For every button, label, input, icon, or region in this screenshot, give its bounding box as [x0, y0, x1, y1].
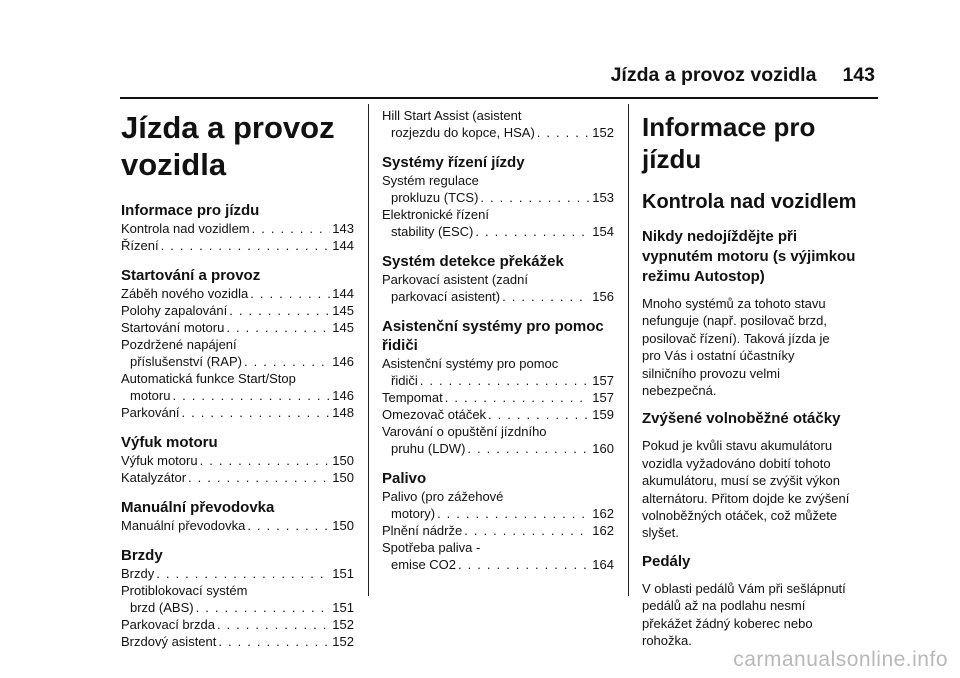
toc-entry	[121, 353, 354, 370]
paragraph-warning	[642, 295, 878, 399]
toc-page-number: 150	[332, 518, 354, 533]
paragraph-line: posilovač řízení). Taková jízda je	[642, 330, 830, 346]
toc-entry-line: Protiblokovací systém	[121, 583, 248, 598]
toc-entry-label: Katalyzátor	[121, 470, 187, 485]
paragraph-line: vozidla vyžadováno dobití tohoto	[642, 455, 831, 471]
toc-dot-leader	[537, 124, 591, 141]
toc-page-number: 151	[332, 566, 354, 581]
toc-dot-leader	[464, 522, 590, 539]
toc-dot-leader	[229, 302, 330, 319]
toc-section-heading: Manuální převodovka	[121, 499, 275, 516]
toc-dot-leader	[200, 452, 331, 469]
warning-heading-line: vypnutém motoru (s výjimkou	[642, 248, 856, 265]
toc-entry-line: Palivo (pro zážehové	[382, 489, 504, 504]
toc-entry-label: Brzdy	[121, 566, 155, 581]
toc-entry-label: Startování motoru	[121, 320, 225, 335]
section-heading: Informace pro jízdu	[642, 112, 816, 174]
paragraph-line: pedálů až na podlahu nesmí	[642, 598, 806, 614]
toc-section-heading: Informace pro jízdu	[121, 202, 260, 219]
toc-entry	[382, 406, 614, 423]
toc-page-number: 159	[592, 407, 614, 422]
toc-page-number: 164	[592, 557, 614, 572]
toc-section-heading-line: řidiči	[382, 337, 418, 354]
toc-entry-line: Hill Start Assist (asistent	[382, 108, 522, 123]
toc-dot-leader	[172, 387, 330, 404]
toc-dot-leader	[252, 220, 331, 237]
toc-entry-line: Parkovací asistent (zadní	[382, 272, 528, 287]
toc-dot-leader	[250, 285, 330, 302]
toc-entry-label: Řízení	[121, 238, 159, 253]
toc-column-2	[382, 107, 614, 573]
paragraph-line: alternátoru. Přitom dojde ke zvýšení	[642, 490, 850, 506]
toc-entry	[382, 389, 614, 406]
page-number: 143	[842, 64, 875, 86]
toc-entry-label: Tempomat	[382, 390, 443, 405]
toc-entry-line: Automatická funkce Start/Stop	[121, 371, 296, 386]
toc-entry	[382, 288, 614, 305]
toc-dot-leader	[196, 599, 331, 616]
toc-entry-label: příslušenství (RAP)	[130, 354, 242, 369]
toc-entry	[121, 302, 354, 319]
toc-entry-label: Záběh nového vozidla	[121, 286, 249, 301]
toc-section-heading-line: Asistenční systémy pro pomoc	[382, 318, 604, 335]
toc-entry-label: Kontrola nad vozidlem	[121, 221, 250, 236]
toc-page-number: 160	[592, 441, 614, 456]
toc-dot-leader	[420, 372, 591, 389]
toc-page-number: 145	[332, 320, 354, 335]
toc-entry-label: Brzdový asistent	[121, 634, 217, 649]
toc-entry	[382, 522, 614, 539]
toc-entry	[121, 517, 354, 534]
toc-entry	[121, 319, 354, 336]
paragraph-line: volnoběžných otáček, což můžete	[642, 508, 838, 524]
toc-page-number: 144	[332, 286, 354, 301]
toc-entry	[121, 599, 354, 616]
toc-entry-line: Elektronické řízení	[382, 207, 489, 222]
paragraph-line: Pokud je kvůli stavu akumulátoru	[642, 438, 833, 454]
toc-dot-leader	[437, 505, 590, 522]
toc-page-number: 162	[592, 523, 614, 538]
toc-section-heading: Brzdy	[121, 547, 163, 564]
toc-entry-label: Omezovač otáček	[382, 407, 487, 422]
toc-page-number: 146	[332, 388, 354, 403]
toc-entry-label: Parkování	[121, 405, 180, 420]
toc-entry	[121, 220, 354, 237]
toc-entry	[121, 565, 354, 582]
toc-entry-label: emise CO2	[391, 557, 457, 572]
toc-column-1	[121, 107, 354, 650]
toc-entry	[121, 633, 354, 650]
toc-entry	[382, 223, 614, 240]
toc-page-number: 148	[332, 405, 354, 420]
toc-entry	[382, 189, 614, 206]
toc-entry-label: Polohy zapalování	[121, 303, 228, 318]
chapter-title	[121, 107, 354, 183]
toc-entry-line: Pozdržené napájení	[121, 337, 237, 352]
toc-page-number: 146	[332, 354, 354, 369]
column-divider-2	[628, 104, 629, 596]
toc-entry	[382, 505, 614, 522]
watermark: carmanualsonline.info	[733, 648, 948, 671]
paragraph-line: nebezpečná.	[642, 383, 717, 399]
toc-entry	[121, 285, 354, 302]
toc-page-number: 150	[332, 470, 354, 485]
paragraph-line: nefunguje (např. posilovač brzd,	[642, 313, 828, 329]
toc-entry-line: Varování o opuštění jízdního	[382, 424, 547, 439]
toc-entry-label: motoru	[130, 388, 171, 403]
paragraph-line: překážet žádný koberec nebo	[642, 615, 813, 631]
idle-speed-heading: Zvýšené volnoběžné otáčky	[642, 410, 841, 428]
toc-entry	[121, 616, 354, 633]
header-rule	[120, 97, 878, 99]
toc-dot-leader	[445, 389, 591, 406]
toc-entry-line: Spotřeba paliva -	[382, 540, 481, 555]
paragraph-idle-speed	[642, 437, 878, 541]
toc-entry-label: Parkovací brzda	[121, 617, 215, 632]
toc-dot-leader	[480, 189, 590, 206]
toc-section-heading: Startování a provoz	[121, 267, 261, 284]
toc-entry-label: Manuální převodovka	[121, 518, 246, 533]
chapter-title-line: Jízda a provoz	[121, 110, 335, 145]
toc-entry-label: Plnění nádrže	[382, 523, 463, 538]
toc-page-number: 143	[332, 221, 354, 236]
toc-entry	[121, 452, 354, 469]
toc-entry-line: Asistenční systémy pro pomoc	[382, 356, 559, 371]
toc-entry-label: rozjezdu do kopce, HSA)	[391, 125, 535, 140]
toc-dot-leader	[467, 440, 590, 457]
toc-page-number: 156	[592, 289, 614, 304]
toc-page-number: 144	[332, 238, 354, 253]
warning-heading-line: Nikdy nedojíždějte při	[642, 228, 798, 245]
toc-dot-leader	[488, 406, 590, 423]
toc-entry-label: prokluzu (TCS)	[391, 190, 479, 205]
toc-page-number: 154	[592, 224, 614, 239]
toc-page-number: 145	[332, 303, 354, 318]
toc-page-number: 153	[592, 190, 614, 205]
paragraph-line: slyšet.	[642, 525, 679, 541]
paragraph-line: rohožka.	[642, 633, 692, 649]
body-column	[642, 107, 878, 650]
toc-dot-leader	[458, 556, 590, 573]
toc-dot-leader	[188, 469, 330, 486]
toc-section-heading: Systémy řízení jízdy	[382, 154, 525, 171]
toc-page-number: 152	[592, 125, 614, 140]
toc-section-heading	[382, 317, 614, 355]
toc-section-heading: Výfuk motoru	[121, 434, 218, 451]
toc-dot-leader	[217, 616, 330, 633]
running-header-title: Jízda a provoz vozidla	[610, 64, 817, 86]
pedals-heading: Pedály	[642, 552, 691, 570]
chapter-title-line: vozidla	[121, 147, 227, 182]
toc-entry	[382, 124, 614, 141]
toc-entry-label: pruhu (LDW)	[391, 441, 466, 456]
paragraph-line: V oblasti pedálů Vám při sešlápnutí	[642, 580, 846, 596]
toc-entry-label: stability (ESC)	[391, 224, 474, 239]
paragraph-line: silničního provozu velmi	[642, 365, 781, 381]
toc-entry	[382, 372, 614, 389]
toc-page-number: 150	[332, 453, 354, 468]
toc-page-number: 152	[332, 634, 354, 649]
toc-entry-label: brzd (ABS)	[130, 600, 194, 615]
toc-dot-leader	[161, 237, 331, 254]
toc-entry-label: parkovací asistent)	[391, 289, 501, 304]
toc-page-number: 152	[332, 617, 354, 632]
toc-dot-leader	[218, 633, 330, 650]
toc-page-number: 151	[332, 600, 354, 615]
toc-entry	[121, 469, 354, 486]
toc-entry	[382, 556, 614, 573]
column-divider-1	[368, 104, 369, 596]
paragraph-pedals	[642, 580, 878, 650]
toc-page-number: 157	[592, 373, 614, 388]
toc-entry	[121, 404, 354, 421]
warning-heading	[642, 227, 878, 287]
toc-entry	[121, 237, 354, 254]
toc-dot-leader	[244, 353, 330, 370]
toc-entry-label: motory)	[391, 506, 436, 521]
paragraph-line: akumulátoru, musí se zvýšit výkon	[642, 473, 840, 489]
toc-section-heading: Systém detekce překážek	[382, 253, 564, 270]
toc-entry	[382, 440, 614, 457]
paragraph-line: Mnoho systémů za tohoto stavu	[642, 296, 826, 311]
warning-heading-line: režimu Autostop)	[642, 268, 765, 285]
toc-dot-leader	[475, 223, 590, 240]
toc-section-heading: Palivo	[382, 470, 427, 487]
subsection-heading: Kontrola nad vozidlem	[642, 191, 857, 213]
toc-dot-leader	[182, 404, 331, 421]
toc-entry-label: Výfuk motoru	[121, 453, 198, 468]
toc-page-number: 162	[592, 506, 614, 521]
toc-entry-label: řidiči	[391, 373, 418, 388]
running-header	[611, 64, 875, 87]
toc-dot-leader	[247, 517, 330, 534]
toc-page-number: 157	[592, 390, 614, 405]
paragraph-line: pro Vás i ostatní účastníky	[642, 348, 795, 364]
toc-entry-line: Systém regulace	[382, 173, 479, 188]
toc-dot-leader	[226, 319, 330, 336]
toc-entry	[121, 387, 354, 404]
toc-dot-leader	[502, 288, 590, 305]
toc-dot-leader	[156, 565, 330, 582]
